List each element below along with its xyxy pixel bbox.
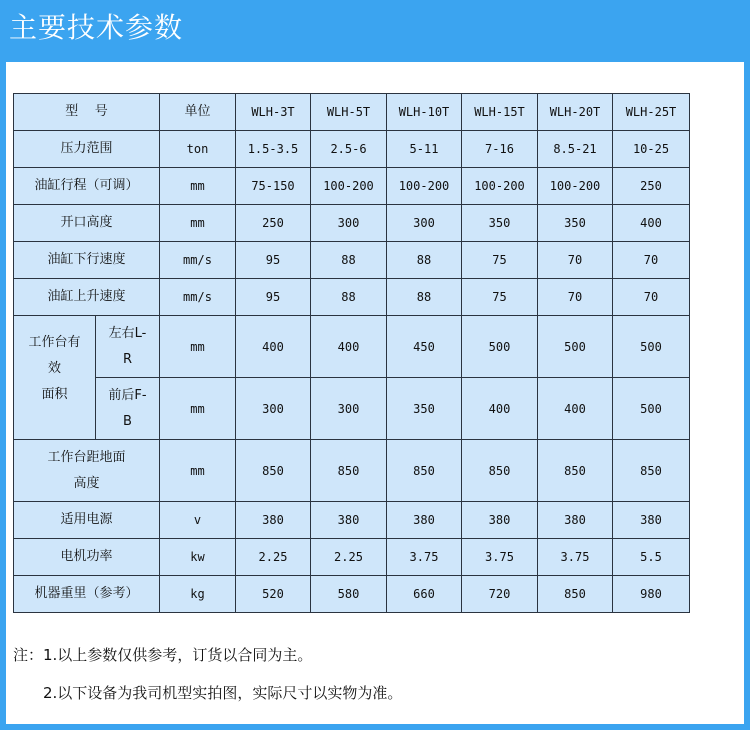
row-label: 油缸下行速度 — [14, 242, 160, 279]
model-col: WLH-15T — [462, 94, 538, 131]
cell-value: 300 — [311, 378, 387, 440]
table-row — [14, 242, 690, 279]
cell-value: 850 — [538, 440, 613, 502]
row-unit: mm — [160, 378, 236, 440]
cell-value: 88 — [311, 279, 387, 316]
row-label: 油缸上升速度 — [14, 279, 160, 316]
cell-value: 850 — [462, 440, 538, 502]
cell-value: 70 — [613, 242, 690, 279]
cell-value: 450 — [387, 316, 462, 378]
cell-value: 100-200 — [538, 168, 613, 205]
cell-value: 250 — [613, 168, 690, 205]
cell-value: 400 — [311, 316, 387, 378]
cell-value: 8.5-21 — [538, 131, 613, 168]
table-row — [14, 502, 690, 539]
cell-value: 400 — [462, 378, 538, 440]
table-row — [14, 279, 690, 316]
cell-value: 350 — [387, 378, 462, 440]
cell-value: 75 — [462, 242, 538, 279]
cell-value: 95 — [236, 279, 311, 316]
sub-label-lr — [96, 316, 160, 378]
table-row — [14, 131, 690, 168]
cell-value: 380 — [538, 502, 613, 539]
row-label: 适用电源 — [14, 502, 160, 539]
cell-value: 95 — [236, 242, 311, 279]
cell-value: 88 — [311, 242, 387, 279]
model-header: 型 号 — [14, 94, 160, 131]
cell-value: 850 — [311, 440, 387, 502]
cell-value: 70 — [538, 242, 613, 279]
cell-value: 75-150 — [236, 168, 311, 205]
worktable-group-label — [14, 316, 96, 440]
header-bar — [0, 0, 750, 58]
row-label: 电机功率 — [14, 539, 160, 576]
cell-value: 5-11 — [387, 131, 462, 168]
cell-value: 5.5 — [613, 539, 690, 576]
worktable-label-line: 工作台有 — [28, 335, 81, 350]
cell-value: 500 — [462, 316, 538, 378]
table-row — [14, 168, 690, 205]
row-unit: mm/s — [160, 242, 236, 279]
model-col: WLH-20T — [538, 94, 613, 131]
row-unit: mm/s — [160, 279, 236, 316]
model-col: WLH-10T — [387, 94, 462, 131]
cell-value: 350 — [462, 205, 538, 242]
model-col: WLH-3T — [236, 94, 311, 131]
cell-value: 3.75 — [462, 539, 538, 576]
cell-value: 7-16 — [462, 131, 538, 168]
table-row — [14, 205, 690, 242]
row-label: 油缸行程（可调） — [14, 168, 160, 205]
row-label: 压力范围 — [14, 131, 160, 168]
cell-value: 980 — [613, 576, 690, 613]
cell-value: 70 — [613, 279, 690, 316]
cell-value: 400 — [538, 378, 613, 440]
model-col: WLH-5T — [311, 94, 387, 131]
row-label-line: 高度 — [73, 475, 100, 491]
row-label — [14, 440, 160, 502]
cell-value: 300 — [311, 205, 387, 242]
worktable-label-line: 效 — [47, 361, 61, 376]
cell-value: 3.75 — [387, 539, 462, 576]
cell-value: 850 — [387, 440, 462, 502]
cell-value: 300 — [387, 205, 462, 242]
cell-value: 300 — [236, 378, 311, 440]
cell-value: 400 — [236, 316, 311, 378]
sub-label-line: R — [122, 351, 133, 367]
cell-value: 500 — [538, 316, 613, 378]
cell-value: 250 — [236, 205, 311, 242]
cell-value: 88 — [387, 242, 462, 279]
cell-value: 100-200 — [387, 168, 462, 205]
cell-value: 500 — [613, 378, 690, 440]
cell-value: 500 — [613, 316, 690, 378]
cell-value: 850 — [538, 576, 613, 613]
cell-value: 720 — [462, 576, 538, 613]
cell-value: 380 — [236, 502, 311, 539]
note-line-2: 2.以下设备为我司机型实拍图，实际尺寸以实物为准。 — [43, 684, 403, 702]
header-row — [14, 94, 690, 131]
cell-value: 850 — [613, 440, 690, 502]
row-unit: kw — [160, 539, 236, 576]
worktable-label-line: 面积 — [41, 387, 68, 402]
table-row — [14, 576, 690, 613]
cell-value: 380 — [311, 502, 387, 539]
unit-header: 单位 — [160, 94, 236, 131]
cell-value: 100-200 — [462, 168, 538, 205]
cell-value: 100-200 — [311, 168, 387, 205]
cell-value: 520 — [236, 576, 311, 613]
cell-value: 2.25 — [236, 539, 311, 576]
cell-value: 3.75 — [538, 539, 613, 576]
cell-value: 2.25 — [311, 539, 387, 576]
row-unit: ton — [160, 131, 236, 168]
cell-value: 380 — [613, 502, 690, 539]
sub-label-line: 左右L- — [108, 325, 147, 341]
table-row — [14, 378, 690, 440]
row-unit: kg — [160, 576, 236, 613]
table-row — [14, 539, 690, 576]
cell-value: 380 — [387, 502, 462, 539]
row-label: 开口高度 — [14, 205, 160, 242]
cell-value: 660 — [387, 576, 462, 613]
row-label-line: 工作台距地面 — [47, 449, 126, 465]
cell-value: 400 — [613, 205, 690, 242]
row-unit: v — [160, 502, 236, 539]
cell-value: 70 — [538, 279, 613, 316]
cell-value: 850 — [236, 440, 311, 502]
sub-label-fb — [96, 378, 160, 440]
cell-value: 75 — [462, 279, 538, 316]
page-title: 主要技术参数 — [9, 11, 184, 44]
spec-table — [13, 93, 690, 613]
note-line-1: 注：1.以上参数仅供参考，订货以合同为主。 — [13, 646, 313, 664]
table-row — [14, 316, 690, 378]
cell-value: 580 — [311, 576, 387, 613]
cell-value: 380 — [462, 502, 538, 539]
row-unit: mm — [160, 440, 236, 502]
sub-label-line: 前后F- — [108, 387, 147, 403]
table-row — [14, 440, 690, 502]
row-unit: mm — [160, 205, 236, 242]
row-unit: mm — [160, 316, 236, 378]
cell-value: 350 — [538, 205, 613, 242]
cell-value: 2.5-6 — [311, 131, 387, 168]
sub-label-line: B — [123, 413, 132, 429]
row-label: 机器重里（参考） — [14, 576, 160, 613]
cell-value: 10-25 — [613, 131, 690, 168]
row-unit: mm — [160, 168, 236, 205]
model-col: WLH-25T — [613, 94, 690, 131]
cell-value: 1.5-3.5 — [236, 131, 311, 168]
cell-value: 88 — [387, 279, 462, 316]
